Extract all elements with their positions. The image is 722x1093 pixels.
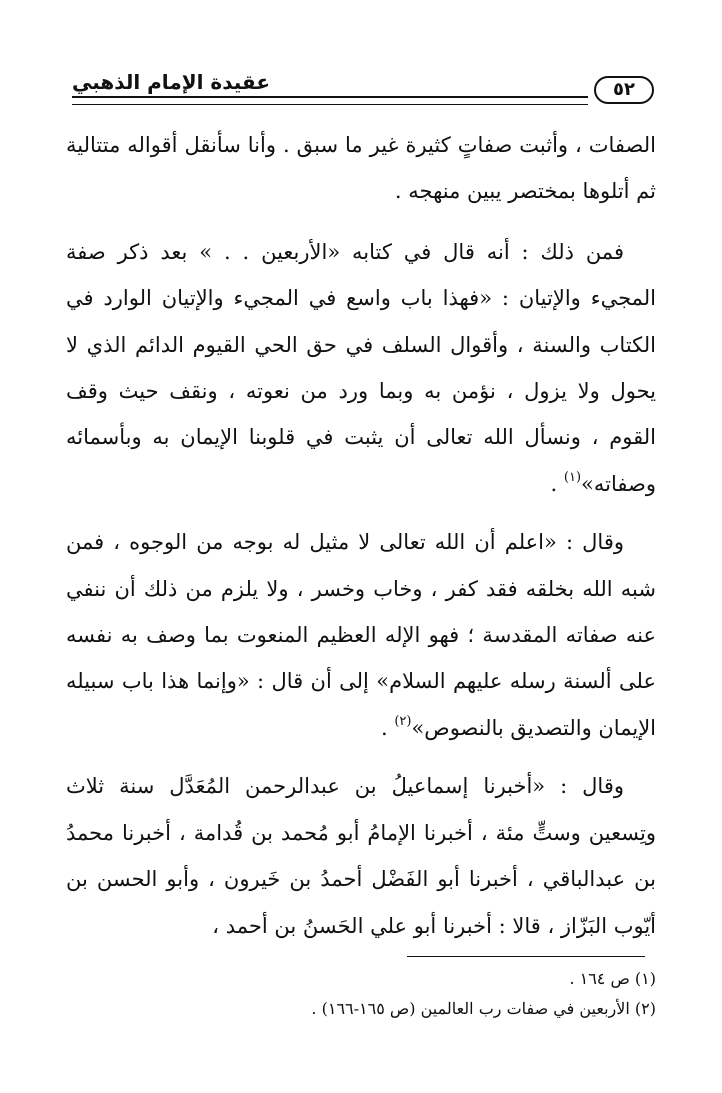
paragraph-2: فمن ذلك : أنه قال في كتابه «الأربعين . . » بعد ذكر صفة المجيء والإتيان : «فهذا باب واسع في المجيء والإتيان الوارد في الكتاب والسنة ، وأقوال السلف في حق الحي القيوم الدائم الذي لا يحول ولا يزول ، نؤمن به وبما ورد من نعوته ، ونقف حيث وقف القوم ، ونسأل الله تعالى أن يثبت في قلوبنا الإيمان به وبأسمائه وصفاته»$^{(١)}$ .	[66, 239, 656, 496]
footnote-ref-2[interactable]: (٢)	[394, 713, 412, 729]
running-title: عقيدة الإمام الذهبي	[72, 70, 270, 94]
page-header	[72, 70, 654, 110]
page-number: ٥٢	[594, 76, 654, 104]
header-rule	[72, 96, 588, 105]
paragraph-3: وقال : «اعلم أن الله تعالى لا مثيل له بوجه من الوجوه ، فمن شبه الله بخلقه فقد كفر ، وخاب وخسر ، ولا يلزم من ذلك أن ننفي عنه صفاته المقدسة ؛ فهو الإله العظيم المنعوت بما وصف به نفسه على ألسنة رسله عليهم السلام» إلى أن قال : «وإنما هذا باب سبيله الإيمان والتصديق بالنصوص»$^{(٢)}$ .	[66, 530, 656, 740]
paragraph-4: وقال : «أخبرنا إسماعيلُ بن عبدالرحمن المُعَدَّل سنة ثلاث وتِسعين وستٍّ مئة ، أخبرنا الإمامُ أبو مُحمد بن قُدامة ، أخبرنا محمدُ بن عبدالباقي ، أخبرنا أبو الفَضْل أحمدُ بن خَيرون ، وأبو الحسن بن أيّوب البَزّاز ، قالا : أخبرنا أبو علي الحَسنُ بن أحمد ،	[66, 774, 656, 938]
footnote-2: (٢) الأربعين في صفات رب العالمين (ص ١٦٥-١٦٦) .	[311, 999, 656, 1018]
footnote-ref-1[interactable]: (١)	[563, 469, 582, 485]
paragraph-1: الصفات ، وأثبت صفاتٍ كثيرة غير ما سبق . وأنا سأنقل أقواله متتالية ثم أتلوها بمختصر يبين منهجه .	[66, 133, 656, 204]
body-text	[66, 122, 656, 949]
footnote-separator	[407, 956, 645, 957]
footnote-1: (١) ص ١٦٤ .	[569, 969, 656, 988]
footnotes	[66, 964, 656, 1024]
